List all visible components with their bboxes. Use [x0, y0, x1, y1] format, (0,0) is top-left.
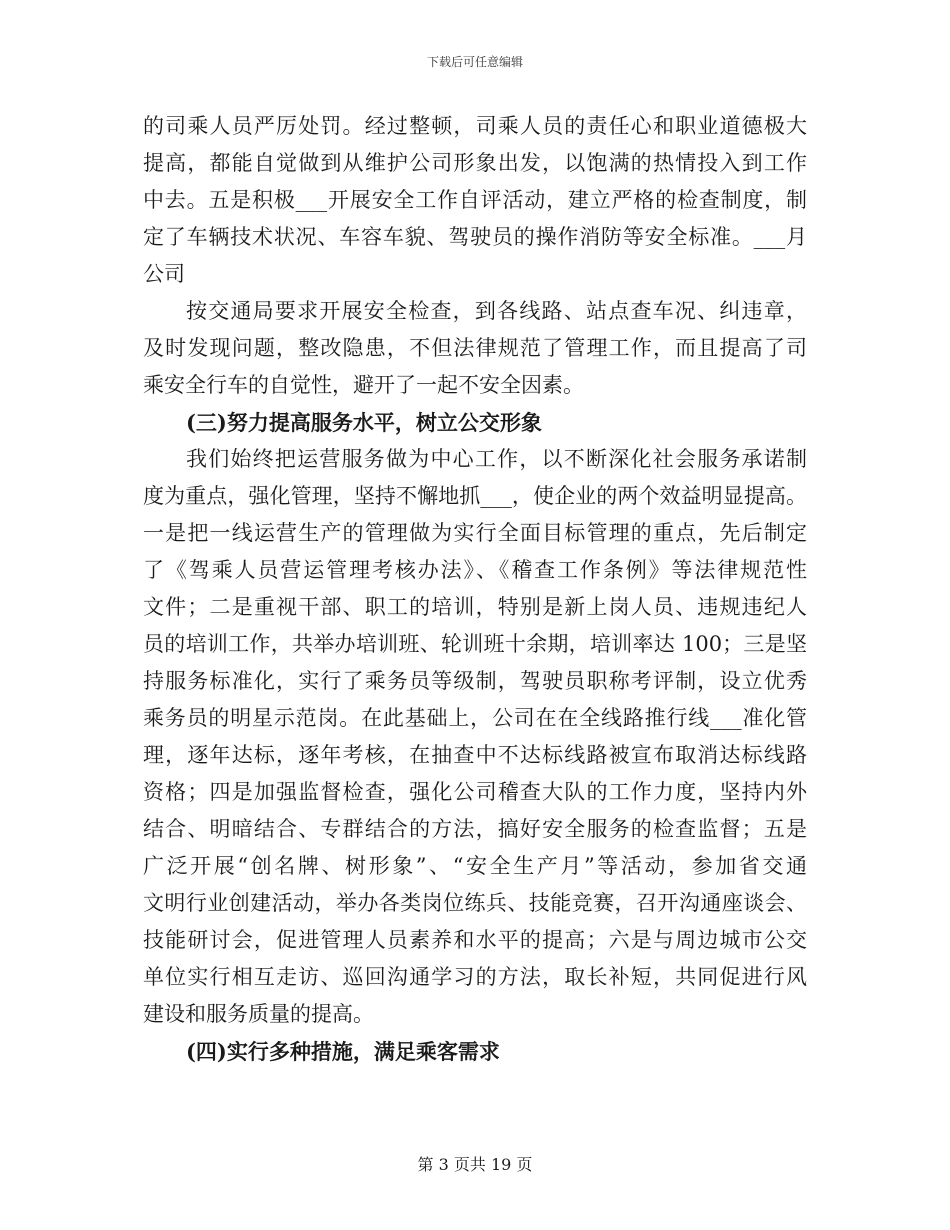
paragraph-line: 一是把一线运营生产的管理做为实行全面目标管理的重点，先后制定 [143, 521, 807, 545]
page-number: 第 3 页共 19 页 [417, 1155, 533, 1174]
paragraph-line: 员的培训工作，共举办培训班、轮训班十余期，培训率达 100；三是坚 [143, 632, 807, 656]
paragraph-line: 建设和服务质量的提高。 [143, 1002, 374, 1026]
paragraph-3 [143, 441, 807, 1033]
paragraph-line: 技能研讨会，促进管理人员素养和水平的提高；六是与周边城市公交 [143, 928, 807, 952]
paragraph-line: 中去。五是积极___开展安全工作自评活动，建立严格的检查制度，制 [143, 188, 807, 212]
paragraph-line: 持服务标准化，实行了乘务员等级制，驾驶员职称考评制，设立优秀 [143, 669, 807, 693]
paragraph-line: 按交通局要求开展安全检查，到各线路、站点查车况、纠违章， [186, 299, 807, 323]
paragraph-line: 乘务员的明星示范岗。在此基础上，公司在在全线路推行线___准化管 [143, 706, 807, 730]
header-note: 下载后可任意编辑 [426, 55, 523, 69]
document-body [143, 108, 807, 1070]
paragraph-line: 单位实行相互走访、巡回沟通学习的方法，取长补短，共同促进行风 [143, 965, 807, 989]
paragraph-line: 定了车辆技术状况、车容车貌、驾驶员的操作消防等安全标准。___月 [143, 225, 807, 249]
paragraph-line: 文件；二是重视干部、职工的培训，特别是新上岗人员、违规违纪人 [143, 595, 807, 619]
paragraph-line: 广泛开展“创名牌、树形象”、“安全生产月”等活动，参加省交通 [143, 854, 807, 878]
paragraph-line: 的司乘人员严厉处罚。经过整顿，司乘人员的责任心和职业道德极大 [143, 114, 807, 138]
paragraph-line: 文明行业创建活动，举办各类岗位练兵、技能竞赛，召开沟通座谈会、 [143, 891, 807, 915]
paragraph-line: 理，逐年达标，逐年考核，在抽查中不达标线路被宣布取消达标线路 [143, 743, 807, 767]
paragraph-line: 乘安全行车的自觉性，避开了一起不安全因素。 [143, 373, 584, 397]
paragraph-line: 提高，都能自觉做到从维护公司形象出发，以饱满的热情投入到工作 [143, 151, 807, 175]
section-heading-3: (三)努力提高服务水平，树立公交形象 [186, 410, 542, 435]
paragraph-line: 我们始终把运营服务做为中心工作，以不断深化社会服务承诺制 [186, 447, 807, 471]
paragraph-line: 及时发现问题，整改隐患，不但法律规范了管理工作，而且提高了司 [143, 336, 807, 360]
paragraph-line: 公司 [143, 262, 185, 286]
paragraph-line: 结合、明暗结合、专群结合的方法，搞好安全服务的检查监督；五是 [143, 817, 807, 841]
paragraph-line: 度为重点，强化管理，坚持不懈地抓___，使企业的两个效益明显提高。 [143, 484, 807, 508]
paragraph-line: 资格；四是加强监督检查，强化公司稽查大队的工作力度，坚持内外 [143, 780, 807, 804]
section-heading-4: (四)实行多种措施，满足乘客需求 [186, 1039, 500, 1064]
paragraph-line: 了《驾乘人员营运管理考核办法》、《稽查工作条例》等法律规范性 [143, 558, 807, 582]
paragraph-1 [143, 108, 807, 293]
paragraph-2 [143, 293, 807, 404]
